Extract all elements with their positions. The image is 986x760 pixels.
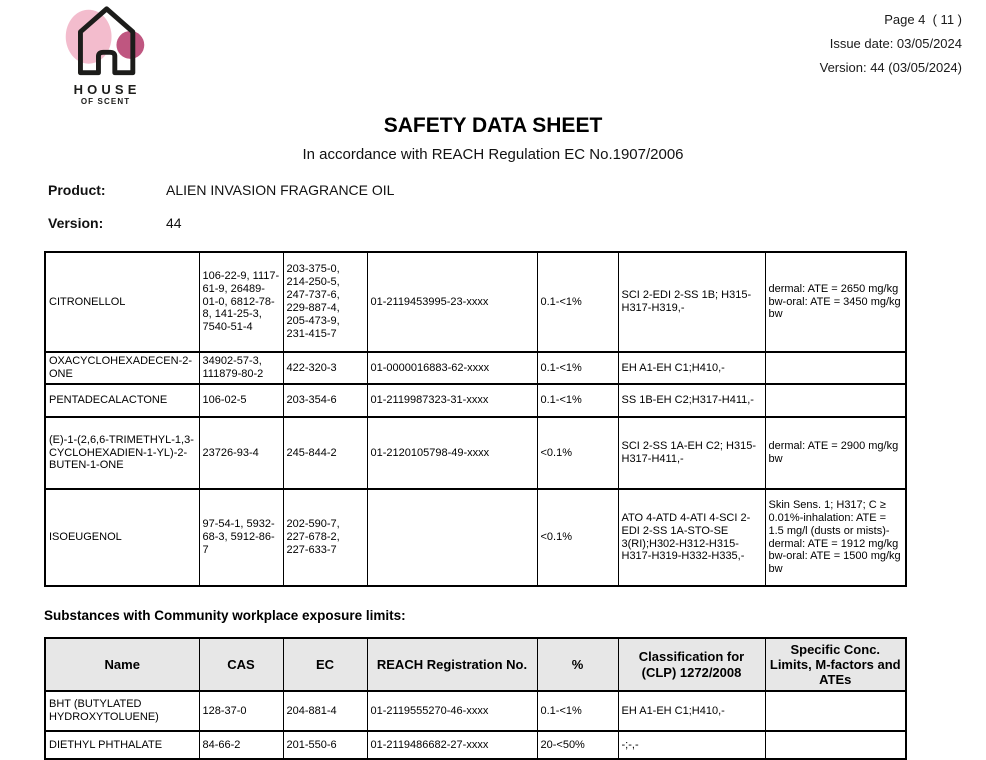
cell-ec: 422-320-3 bbox=[283, 352, 367, 384]
cell-reach bbox=[367, 489, 537, 586]
cell-name: ISOEUGENOL bbox=[45, 489, 199, 586]
cell-reach: 01-2119987323-31-xxxx bbox=[367, 384, 537, 417]
table-row bbox=[45, 252, 906, 352]
house-of-scent-logo-icon bbox=[63, 4, 147, 76]
company-logo bbox=[60, 4, 150, 106]
document-title: SAFETY DATA SHEET bbox=[383, 114, 603, 137]
cell-reach: 01-2119486682-27-xxxx bbox=[367, 731, 537, 759]
table-row bbox=[45, 691, 906, 731]
product-fields bbox=[48, 182, 394, 248]
cell-ec: 204-881-4 bbox=[283, 691, 367, 731]
cell-classification: EH A1-EH C1;H410,- bbox=[618, 352, 765, 384]
table-row bbox=[45, 417, 906, 489]
cell-name: CITRONELLOL bbox=[45, 252, 199, 352]
page-number: Page 4 ( 11 ) bbox=[884, 12, 962, 27]
header-classification: Classification for (CLP) 1272/2008 bbox=[618, 638, 765, 691]
title-block bbox=[0, 114, 986, 163]
cell-classification: SCI 2-SS 1A-EH C2; H315-H317-H411,- bbox=[618, 417, 765, 489]
cell-cas: 106-02-5 bbox=[199, 384, 283, 417]
cell-classification: SCI 2-EDI 2-SS 1B; H315-H317-H319,- bbox=[618, 252, 765, 352]
cell-ec: 201-550-6 bbox=[283, 731, 367, 759]
cell-percent: 0.1-<1% bbox=[537, 352, 618, 384]
header-cas: CAS bbox=[199, 638, 283, 691]
header-name: Name bbox=[45, 638, 199, 691]
cell-classification: ATO 4-ATD 4-ATI 4-SCI 2-EDI 2-SS 1A-STO-SE 3(RI);H302-H312-H315-H317-H319-H332-H335,- bbox=[618, 489, 765, 586]
cell-reach: 01-2119453995-23-xxxx bbox=[367, 252, 537, 352]
cell-cas: 84-66-2 bbox=[199, 731, 283, 759]
cell-cas: 128-37-0 bbox=[199, 691, 283, 731]
cell-cas: 34902-57-3, 111879-80-2 bbox=[199, 352, 283, 384]
cell-reach: 01-2120105798-49-xxxx bbox=[367, 417, 537, 489]
header-percent: % bbox=[537, 638, 618, 691]
product-label: Product: bbox=[48, 182, 106, 198]
header-specific: Specific Conc. Limits, M-factors and ATEs bbox=[765, 638, 906, 691]
exposure-section-heading: Substances with Community workplace exposure limits: bbox=[44, 608, 406, 623]
table-row bbox=[45, 352, 906, 384]
cell-percent: <0.1% bbox=[537, 417, 618, 489]
cell-percent: 0.1-<1% bbox=[537, 252, 618, 352]
table-row bbox=[45, 731, 906, 759]
cell-specific bbox=[765, 731, 906, 759]
cell-percent: 20-<50% bbox=[537, 731, 618, 759]
cell-classification: EH A1-EH C1;H410,- bbox=[618, 691, 765, 731]
version-line: Version: 44 (03/05/2024) bbox=[819, 60, 962, 75]
composition-table bbox=[44, 251, 907, 587]
logo-text-of-scent: OF SCENT bbox=[80, 97, 131, 106]
version-row bbox=[48, 215, 394, 231]
cell-reach: 01-0000016883-62-xxxx bbox=[367, 352, 537, 384]
cell-specific bbox=[765, 352, 906, 384]
cell-specific bbox=[765, 691, 906, 731]
table-header-row bbox=[45, 638, 906, 691]
version-value: 44 bbox=[166, 215, 182, 231]
version-label: Version: bbox=[48, 215, 104, 231]
table-row bbox=[45, 384, 906, 417]
cell-cas: 97-54-1, 5932-68-3, 5912-86-7 bbox=[199, 489, 283, 586]
cell-ec: 202-590-7, 227-678-2, 227-633-7 bbox=[283, 489, 367, 586]
cell-name: (E)-1-(2,6,6-TRIMETHYL-1,3-CYCLOHEXADIEN-1-YL)-2-BUTEN-1-ONE bbox=[45, 417, 199, 489]
cell-specific: Skin Sens. 1; H317; C ≥ 0.01%-inhalation: ATE = 1.5 mg/l (dusts or mists)-dermal: ATE = 1912 mg/kg bw-oral: ATE = 1500 mg/kg bw bbox=[765, 489, 906, 586]
cell-name: DIETHYL PHTHALATE bbox=[45, 731, 199, 759]
cell-ec: 203-375-0, 214-250-5, 247-737-6, 229-887-4, 205-473-9, 231-415-7 bbox=[283, 252, 367, 352]
issue-date: Issue date: 03/05/2024 bbox=[829, 36, 962, 51]
cell-specific bbox=[765, 384, 906, 417]
product-row bbox=[48, 182, 394, 198]
cell-cas: 23726-93-4 bbox=[199, 417, 283, 489]
cell-specific: dermal: ATE = 2650 mg/kg bw-oral: ATE = 3450 mg/kg bw bbox=[765, 252, 906, 352]
product-value: ALIEN INVASION FRAGRANCE OIL bbox=[166, 182, 395, 198]
cell-percent: 0.1-<1% bbox=[537, 384, 618, 417]
cell-classification: -;-,- bbox=[618, 731, 765, 759]
cell-specific: dermal: ATE = 2900 mg/kg bw bbox=[765, 417, 906, 489]
cell-name: OXACYCLOHEXADECEN-2-ONE bbox=[45, 352, 199, 384]
table-row bbox=[45, 489, 906, 586]
cell-percent: <0.1% bbox=[537, 489, 618, 586]
cell-percent: 0.1-<1% bbox=[537, 691, 618, 731]
cell-classification: SS 1B-EH C2;H317-H411,- bbox=[618, 384, 765, 417]
cell-cas: 106-22-9, 1117-61-9, 26489-01-0, 6812-78-8, 141-25-3, 7540-51-4 bbox=[199, 252, 283, 352]
document-subtitle: In accordance with REACH Regulation EC No.1907/2006 bbox=[302, 146, 684, 163]
cell-name: PENTADECALACTONE bbox=[45, 384, 199, 417]
exposure-limits-table bbox=[44, 637, 907, 760]
cell-reach: 01-2119555270-46-xxxx bbox=[367, 691, 537, 731]
cell-ec: 245-844-2 bbox=[283, 417, 367, 489]
logo-text-house: HOUSE bbox=[73, 82, 141, 97]
cell-ec: 203-354-6 bbox=[283, 384, 367, 417]
header-reach: REACH Registration No. bbox=[367, 638, 537, 691]
cell-name: BHT (BUTYLATED HYDROXYTOLUENE) bbox=[45, 691, 199, 731]
document-meta bbox=[820, 8, 962, 80]
header-ec: EC bbox=[283, 638, 367, 691]
